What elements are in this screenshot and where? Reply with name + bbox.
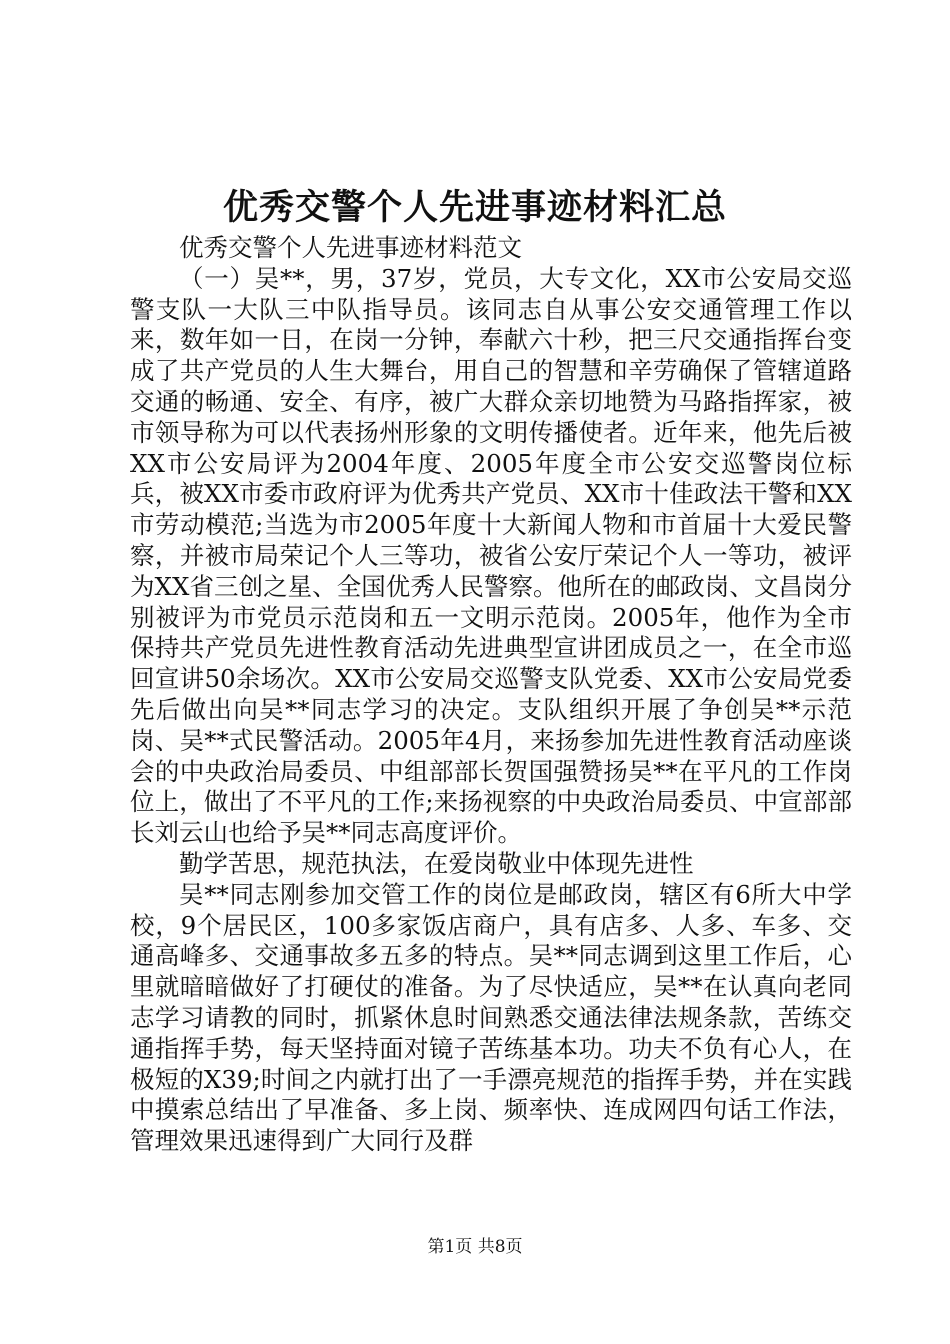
paragraph-section-body: 吴**同志刚参加交管工作的岗位是邮政岗，辖区有6所大中学校，9个居民区，100多家饭店商户，具有店多、人多、车多、交通高峰多、交通事故多五多的特点。吴**同志调到这里工作后，心里就暗暗做好了打硬仗的准备。为了尽快适应，吴**在认真向老同志学习请教的同时，抓紧休息时间熟悉交通法律法规条款，苦练交通指挥手势，每天坚持面对镜子苦练基本功。功夫不负有心人，在极短的X39;时间之内就打出了一手漂亮规范的指挥手势，并在实践中摸索总结出了早准备、多上岗、频率快、连成网四句话工作法，管理效果迅速得到广大同行及群: [130, 879, 852, 1156]
document-body: [130, 233, 852, 1157]
document-title: 优秀交警个人先进事迹材料汇总: [222, 187, 727, 228]
paragraph-subtitle: 优秀交警个人先进事迹材料范文: [179, 233, 522, 262]
paragraph-profile: （一）吴**，男，37岁，党员，大专文化，XX市公安局交巡警支队一大队三中队指导员。该同志自从事公安交通管理工作以来，数年如一日，在岗一分钟，奉献六十秒，把三尺交通指挥台变成了共产党员的人生大舞台，用自己的智慧和辛劳确保了管辖道路交通的畅通、安全、有序，被广大群众亲切地赞为马路指挥家，被市领导称为可以代表扬州形象的文明传播使者。近年来，他先后被XX市公安局评为2004年度、2005年度全市公安交巡警岗位标兵，被XX市委市政府评为优秀共产党员、XX市十佳政法干警和XX市劳动模范;当选为市2005年度十大新闻人物和市首届十大爱民警察，并被市局荣记个人三等功，被省公安厅荣记个人一等功，被评为XX省三创之星、全国优秀人民警察。他所在的邮政岗、文昌岗分别被评为市党员示范岗和五一文明示范岗。2005年，他作为全市保持共产党员先进性教育活动先进典型宣讲团成员之一，在全市巡回宣讲50余场次。XX市公安局交巡警支队党委、XX市公安局党委先后做出向吴**同志学习的决定。支队组织开展了争创吴**示范岗、吴**式民警活动。2005年4月，来扬参加先进性教育活动座谈会的中央政治局委员、中组部部长贺国强赞扬吴**在平凡的工作岗位上，做出了不平凡的工作;来扬视察的中央政治局委员、中宣部部长刘云山也给予吴**同志高度评价。: [130, 263, 852, 848]
paragraph-section-heading: 勤学苦思，规范执法，在爱岗敬业中体现先进性: [179, 848, 694, 878]
page-footer: 第1页 共8页: [427, 1237, 523, 1257]
